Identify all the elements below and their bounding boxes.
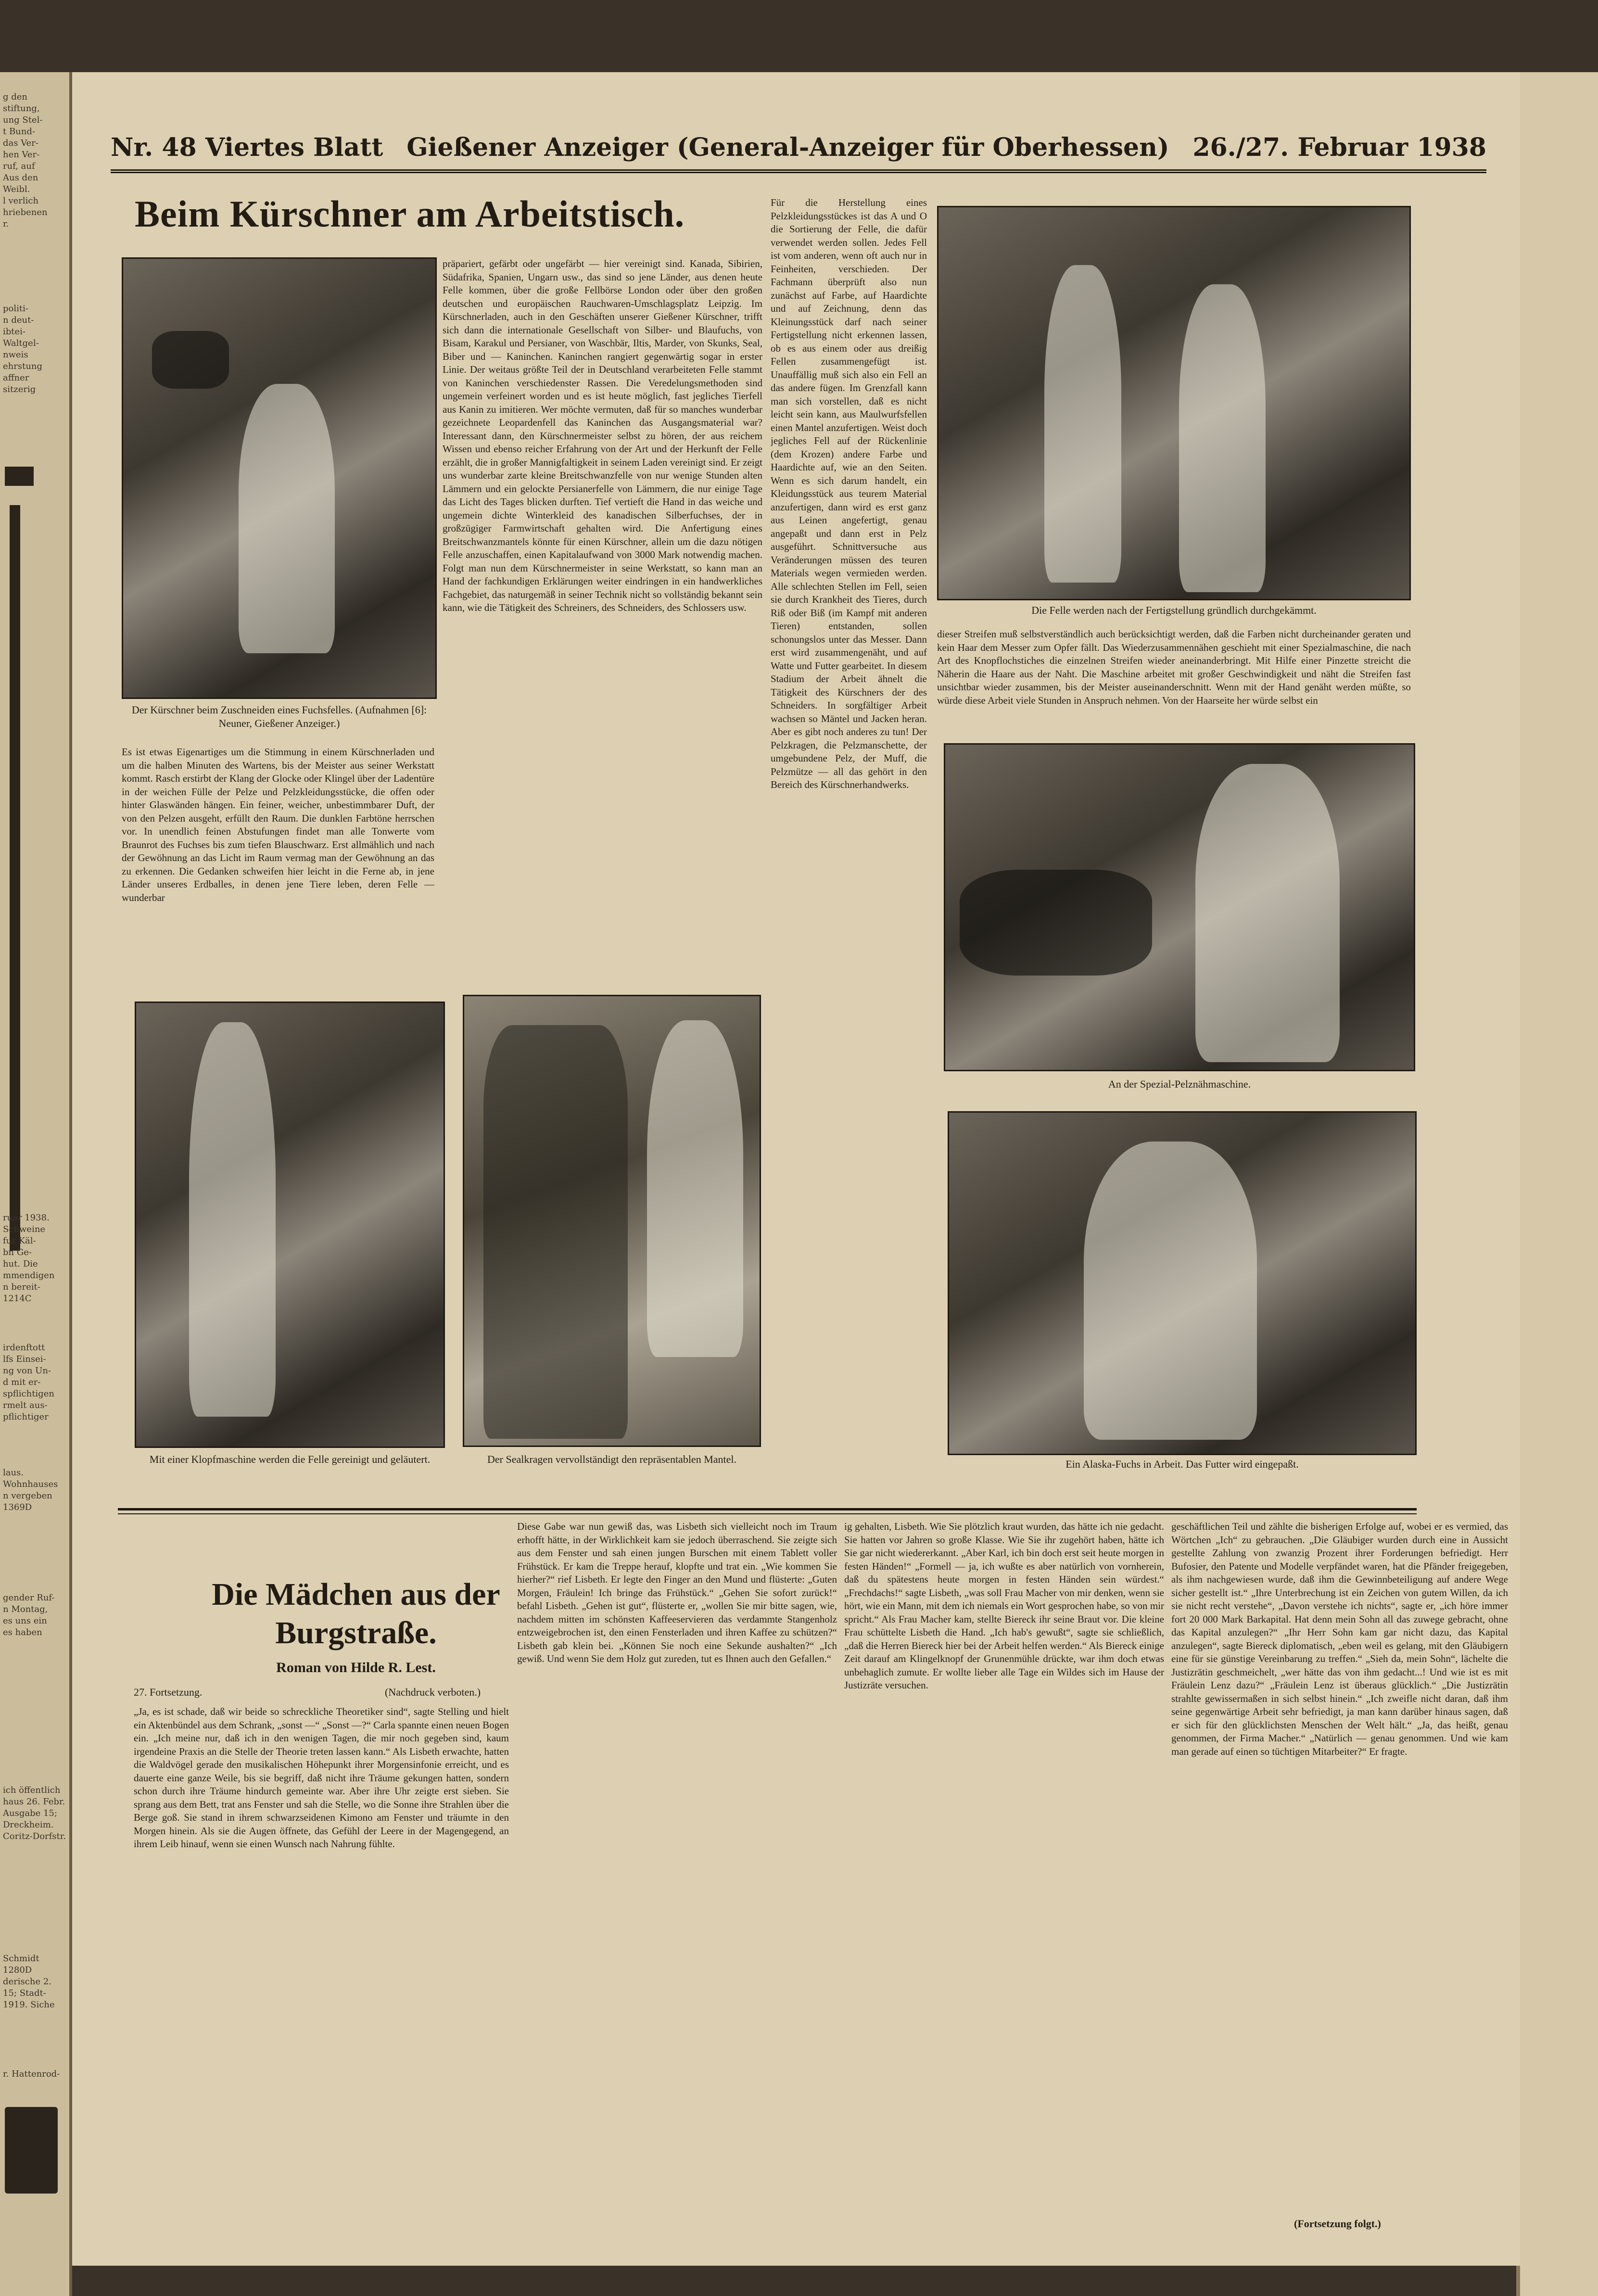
- article-column-2: präpariert, gefärbt oder ungefärbt — hier vereinigt sind. Kanada, Sibirien, Südafrika, Spanien, Ungarn usw., das sind so jene Länder, aus denen heute Felle kommen, über die große Fellbörse London oder über den großen deutschen und europäischen Rauchwaren-Umschlagsplatz Leipzig. Im Kürschnerladen, auch in den Geschäften unserer Gießener Kürschner, trifft sich dann die internationale Gesellschaft von Silber- und Blaufuchs, von Bisam, Karakul und Persianer, von Waschbär, Iltis, Marder, von Skunks, Seal, Biber und — Kaninchen. Kaninchen rangiert gegenwärtig sogar in erster Linie. Der weitaus größte Teil der in Deutschland verarbeiteten Felle stammt von Kaninchen verschiedenster Rassen. Die Veredelungsmethoden sind ungemein verfeinert worden und es ist heute möglich, fast jegliches Tierfell aus Kanin zu imitieren. Wer möchte vermuten, daß für so manches wunderbar gezeichnete Leopardenfell das Kaninchen das Ausgangsmaterial war? Interessant dann, den Kürschnermeister selbst zu hören, der aus reichem Wissen und ebenso reicher Erfahrung von der Art und der Herkunft der Felle erzählt, die in großer Mannigfaltigkeit in seinem Laden vereinigt sind. Er zeigt uns wunderbar zarte kleine Breitschwanzfelle von nur wenige Stunden alten Lämmern und ein gelockte Persianerfelle von Lämmern, die nur einige Tage das Licht des Tages blicken durften. Tief vertieft die Hand in das weiche und ungemein dichte Winterkleid des kanadischen Silberfuchses, der in großzügiger Farmwirtschaft gehalten wird. Die Anfertigung eines Breitschwanzmantels könnte für einen Kürschner, allein um die dazu nötigen Felle anzuschaffen, einen Kapitalaufwand von 3000 Mark notwendig machen. Folgt man nun dem Kürschnermeister in seine Werkstatt, so kann man an Hand der fachkundigen Erklärungen weiter eindringen in ein handwerkliches Fachgebiet, das naturgemäß in seiner Technik nicht so vollständig bekannt sein kann, wie die Tätigkeit des Schreiners, des Schneiders, des Schlossers usw.: [443, 258, 762, 613]
- serial-author: Roman von Hilde R. Lest.: [276, 1660, 436, 1675]
- photo-beating-machine: [135, 1002, 445, 1448]
- photo-combing-furs: [937, 206, 1411, 600]
- serial-column-4: geschäftlichen Teil und zählte die bisherigen Erfolge auf, wobei er es vermied, das Wörtchen „Ich“ zu gebrauchen. „Die Gläubiger wurden durch eine in Aussicht gestellte Zahlung von zwanzig Prozent ihrer Forderungen befriedigt. Herr Bufosier, den Patente und Modelle verpfändet waren, hat die Pfänder freigegeben, als ihm nachgewiesen wurde, daß ihm die Gewinnbeteiligung auf andere Wege sicher gestellt ist.“ „Ihre Unterbrechung ist ein Zeichen von gutem Willen, da ich sie nicht recht verstehe“, „Davon verstehe ich nichts“, sagte er, „ich höre immer fort 20 000 Mark Barkapital. Hat denn mein Sohn all das zuwege gebracht, ohne das Kapital anzulegen?“ „Ihr Herr Sohn kam gar nicht dazu, das Kapital anzulegen“, sagte Biereck diplomatisch, „eben weil es gelang, mit den Gläubigern eine für sie günstige Vereinbarung zu treffen.“ „Sieh da, mein Sohn“, lächelte die Justizrätin geschmeichelt, „wer hätte das von ihm gedacht...! Und wie ist es mit Fräulein Lenz dazu?“ „Fräulein Lenz ist überaus glücklich.“ „Die Justizrätin strahlte gewissermaßen in sich selbst hinein.“ „Ich zweifle nicht daran, daß ihm seine gegenwärtige Arbeit sehr befriedigt, ja man kann darüber hinaus sagen, daß er sich für den glücklichsten Menschen der Welt hält.“ „Ja, das heißt, genau genommen, der Firma Macher.“ „Natürlich — genau genommen. Und wie kam man gerade auf einen so tüchtigen Mitarbeiter?“ Er fragte.: [1171, 1521, 1508, 1757]
- margin-fragment: gender Ruf- n Montag, es uns ein es haben: [3, 1593, 55, 1637]
- section-divider-thin: [118, 1513, 1417, 1514]
- margin-fragment: r. Hattenrod-: [3, 2069, 60, 2079]
- serial-column-1: „Ja, es ist schade, daß wir beide so schreckliche Theoretiker sind“, sagte Stelling und hielt ein Aktenbündel aus dem Schrank, „sonst —“ „Sonst —?“ Carla spannte einen neuen Bogen ein. „Ich meine nur, daß ich in den wenigen Tagen, die mir noch gegeben sind, kaum irgendeine Praxis an die Stelle der Theorie treten lassen kann.“ Als Lisbeth erwachte, hatten die Waldvögel gerade den musikalischen Höhepunkt ihrer Morgensinfonie erreicht, und es dauerte eine ganze Weile, bis sie begriff, daß nicht ihre Träume gekungen hatten, sondern schon durch ihre Träume hindurch gemeinte war. Aber ihre Uhr zeigte erst sieben. Sie sprang aus dem Bett, trat ans Fenster und sah die Stelle, wo die Sonne ihre Strahlen über die Berge goß. Sie stand in ihrem schwarzseidenen Kimono am Fenster und träumte in den Morgen hinein. Als sie die Augen öffnete, das Gefühl der Leere in der Magengegend, an ihrem Leib hinauf, wenn sie einen Wunsch nach Nahrung fühlte.: [134, 1706, 509, 1850]
- photo-fur-sewing-machine: [944, 743, 1415, 1071]
- article-column-1: Es ist etwas Eigenartiges um die Stimmung in einem Kürschnerladen und um die halben Minuten des Wartens, bis der Meister aus seiner Werkstatt kommt. Rasch erstirbt der Klang der Glocke oder Klingel über der Ladentüre in der weichen Fülle der Pelze und Pelzkleidungsstücke, die offen oder hinter Glaswänden hängen. Ein feiner, weicher, unbestimmbarer Duft, der von den Pelzen ausgeht, erfüllt den Raum. Die dunklen Farbtöne herrschen vor. In unendlich feinen Abstufungen findet man alle Tonwerte vom Braunrot des Fuchses bis zum tiefen Blauschwarz. Erst allmählich und nach der Gewöhnung an das Licht im Raum vermag man der Gewöhnung an das zu erkennen. Die Gedanken schweifen hier leicht in die Ferne ab, in jene Länder unseres Erdballes, in denen jene Tiere leben, deren Felle — wunderbar: [122, 746, 434, 903]
- margin-fragment: politi- n deut- ibtei- Waltgel- nweis ehrstung affner sitzerig: [3, 304, 43, 394]
- serial-copyright-note: (Nachdruck verboten.): [385, 1686, 481, 1698]
- masthead: [111, 125, 1486, 173]
- photo-seal-collar-coat: [463, 995, 761, 1447]
- photo-furrier-cutting: [122, 257, 437, 699]
- margin-rule: [10, 505, 20, 1251]
- issue-date: 26./27. Februar 1938: [1192, 132, 1486, 162]
- issue-number: Nr. 48 Viertes Blatt: [111, 132, 383, 162]
- advertisement-block: [5, 2107, 58, 2194]
- caption-photo6: Ein Alaska-Fuchs in Arbeit. Das Futter wird eingepaßt.: [1065, 1458, 1299, 1470]
- adjacent-page-right: [1516, 72, 1598, 2296]
- caption-photo4: Der Sealkragen vervollständigt den repräsentablen Mantel.: [487, 1453, 737, 1465]
- caption-photo3: Mit einer Klopfmaschine werden die Felle gereinigt und geläutert.: [149, 1453, 431, 1465]
- margin-fragment: g den stiftung, ung Stel- t Bund- das Ver- hen Ver- ruf, auf Aus den Weibl. l verlich hriebenen r.: [3, 92, 48, 229]
- adjacent-page-left: [0, 72, 72, 2296]
- section-divider: [118, 1508, 1417, 1510]
- article-column-3: Für die Herstellung eines Pelzkleidungsstückes ist das A und O die Sortierung der Felle, die dafür verwendet werden sollen. Jedes Fell ist vom anderen, wenn oft auch nur in Feinheiten, verschieden. Der Fachmann überprüft also nun zunächst auf Farbe, auf Haardichte und auf Zeichnung, denn das Kleinungsstück darf nach seiner Fertigstellung nicht erkennen lassen, ob es aus einem oder aus dreißig Fellen zusammengefügt ist. Unauffällig muß sich also ein Fell an das andere fügen. Im Grenzfall kann man sich vorstellen, daß es nicht leicht sein kann, aus Maulwurfsfellen einen Mantel anzufertigen. Weist doch jegliches Fell auf der Rückenlinie (dem Krozen) andere Farbe und Haardichte auf, wie an den Seiten. Wenn es sich darum handelt, ein Kleidungsstück aus teurem Material anzufertigen, dann wird es erst ganz aus Leinen angefertigt, genau angepaßt und dann erst in Pelz ausgeführt. Schnittversuche aus Veränderungen müssen des teuren Materials wegen vermieden werden. Alle schlechten Stellen im Fell, seien sie durch Krankheit des Tieres, durch Riß oder Biß (im Kampf mit anderen Tieren) entstanden, sollen schonungslos unter das Messer. Dann erst wird zusammengenäht, und auf Watte und Futter gearbeitet. In diesem Stadium der Arbeit ähnelt die Tätigkeit des Kürschners der des Schneiders. In sorgfältiger Arbeit wachsen so Mäntel und Jacken heran. Aber es gibt noch anderes zu tun! Der Pelzkragen, die Pelzmanschette, der umgebundene Pelz, der Muff, die Pelzmütze — all das gehört in den Bereich des Kürschnerhandwerks.: [771, 197, 927, 790]
- article-column-4: dieser Streifen muß selbstverständlich auch berücksichtigt werden, daß die Farben nicht durcheinander geraten und kein Haar dem Messer zum Opfer fällt. Das Wiederzusammennähen geschieht mit einer Spezialmaschine, die nach Art des Knopflochstiches die einzelnen Streifen wieder aneinanderbringt. Mit Hilfe einer Pinzette streicht die Näherin die Haare aus der Naht. Die Maschine arbeitet mit großer Geschwindigkeit und näht die Streifen fast unsichtbar wieder zusammen, bis der Meister auseinanderschnitt. Wenn mit der Hand genäht werden müßte, so würde diese Arbeit viele Stunden in Anspruch nehmen. Von der Haarseite her würde selbst ein: [937, 628, 1411, 706]
- newspaper-page: [72, 72, 1520, 2266]
- serial-continued: (Fortsetzung folgt.): [1294, 2218, 1381, 2230]
- caption-photo5: An der Spezial-Pelznähmaschine.: [1108, 1078, 1251, 1090]
- photo-alaska-fox: [948, 1111, 1417, 1455]
- serial-title: Die Mädchen aus der Burgstraße.: [212, 1577, 500, 1650]
- serial-installment: 27. Fortsetzung.: [134, 1686, 203, 1698]
- margin-rule: [5, 467, 34, 486]
- caption-photo1: Der Kürschner beim Zuschneiden eines Fuchsfelles. (Aufnahmen [6]: Neuner, Gießener Anzeiger.): [131, 704, 427, 729]
- paper-title: Gießener Anzeiger (General-Anzeiger für Oberhessen): [406, 132, 1169, 162]
- serial-column-2: Diese Gabe war nun gewiß das, was Lisbeth sich vielleicht noch im Traum erhofft hätte, in der Wirklichkeit kam sie jedoch überraschend. Sie zeigte sich aus dem Fenster und sah einen jungen Burschen mit einem Tablett voller Frühstück. Er kam die Treppe herauf, klopfte und trat ein. „Wie kommen Sie hierher?“ rief Lisbeth. Er legte den Finger an den Mund und flüsterte: „Guten Morgen, Fräulein! Ich bringe das Frühstück.“ „Gehen Sie sofort zurück!“ befahl Lisbeth. „Gehen ist gut“, flüsterte er, „wollen Sie mir bitte sagen, wie, nachdem mitten im schönsten Kaffeeservieren das verdammte Stangenholz entzweigebrochen ist, den einen Fensterladen und ihren Kaffee zu schützen?“ Lisbeth gab klein bei. „Können Sie noch eine Sekunde aushalten?“ „Ich gewiß. Und wenn Sie dem Holz gut zureden, tut es Ihnen auch den Gefallen.“: [517, 1521, 837, 1664]
- margin-fragment: ich öffentlich haus 26. Febr. Ausgabe 15; Dreckheim. Coritz-Dorfstr.: [3, 1785, 66, 1841]
- caption-photo2: Die Felle werden nach der Fertigstellung gründlich durchgekämmt.: [1031, 604, 1317, 616]
- article-headline: Beim Kürschner am Arbeitstisch.: [135, 193, 685, 235]
- margin-fragment: laus. Wohnhauses n vergeben 1369D: [3, 1468, 58, 1512]
- serial-column-3: ig gehalten, Lisbeth. Wie Sie plötzlich kraut wurden, das hätte ich nie gedacht. Sie hatten vor Jahren so große Klasse. Wie Sie ihr zugehört haben, hätte ich Sie gar nicht wiedererkannt. „Aber Karl, ich bin doch erst seit heute morgen in festen Händen!“ „Formell — ja, ich wußte es aber natürlich von vornherein, daß du spätestens heute morgen in festen Händen sein würdest.“ „Frechdachs!“ sagte Lisbeth, „was soll Frau Macher von mir denken, wenn sie hört, wie ein Mann, mit dem ich niemals ein Wort gesprochen habe, so von mir spricht.“ Als Frau Macher kam, stellte Biereck ihr seine Braut vor. Die kleine Frau schüttelte Lisbeth die Hand. „Ich hab's gewußt“, sagte sie schließlich, „daß die Herren Biereck hier bei der Arbeit helfen werden.“ Als Biereck einige Zeit darauf am Klingelknopf der Grunenmühle drückte, war ihm doch etwas unbehaglich zumute. Er wollte lieber alle Tage ein Wildes sich im Hause der Justizräte versuchen.: [844, 1521, 1164, 1691]
- margin-fragment: Schmidt 1280D derische 2. 15; Stadt- 1919. Siche: [3, 1954, 55, 2010]
- margin-fragment: irdenftott lfs Einsei- ng von Un- d mit er- spflichtigen rmelt aus- pflichtiger: [3, 1343, 54, 1422]
- margin-fragment: ruar 1938. Schweine fur Käl- bn Ge- hut. Die mmendigen n bereit- 1214C: [3, 1213, 55, 1304]
